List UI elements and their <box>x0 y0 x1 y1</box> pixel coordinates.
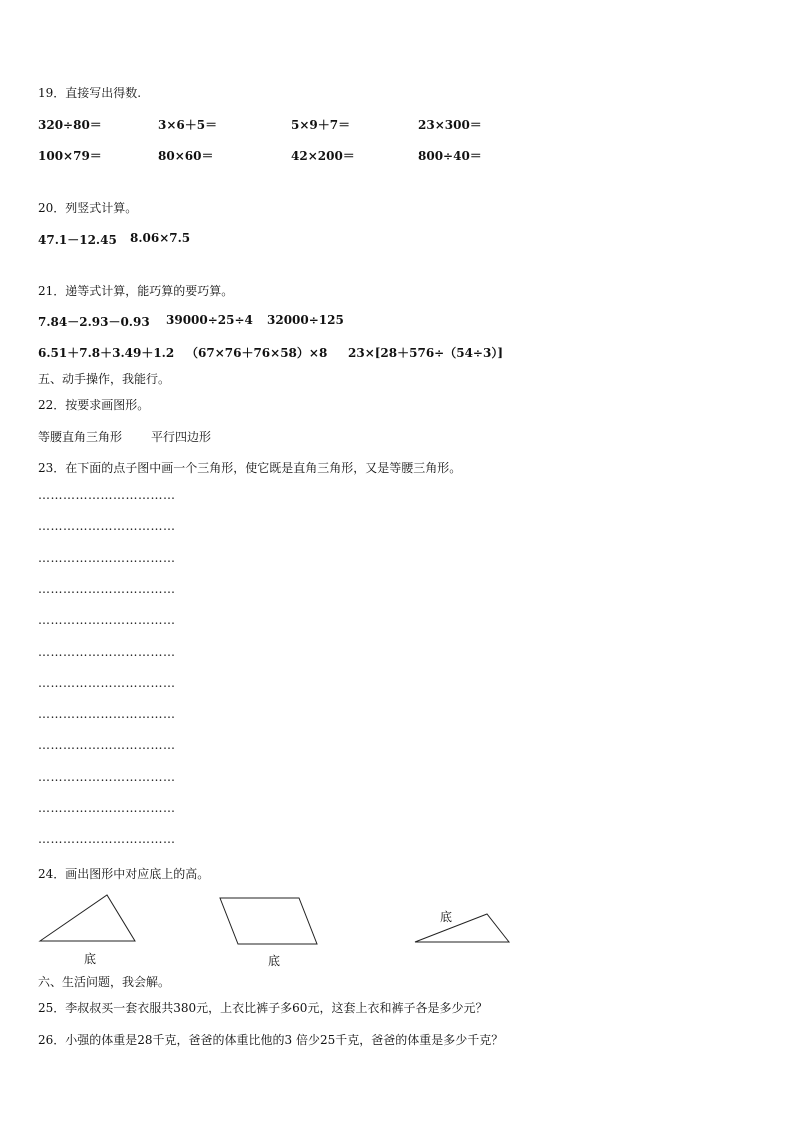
dot-row: …………………………… <box>38 488 176 502</box>
q20-expr: 47.1－12.45 <box>38 233 117 247</box>
q22-item: 等腰直角三角形 <box>38 430 123 444</box>
dot-row: …………………………… <box>38 519 176 534</box>
q21-title: 21．递等式计算，能巧算的要巧算。 <box>38 284 234 298</box>
triangle-figure-1[interactable] <box>40 895 135 941</box>
q19-expr: 23×300＝ <box>418 118 482 132</box>
q19-expr: 5×9＋7＝ <box>291 118 351 132</box>
dot-row: …………………………… <box>38 644 176 659</box>
dot-row: …………………………… <box>38 832 176 847</box>
q19-expr: 320÷80＝ <box>38 118 102 132</box>
q19-expr: 42×200＝ <box>291 149 355 163</box>
q23-title: 23．在下面的点子图中画一个三角形，使它既是直角三角形，又是等腰三角形。 <box>38 461 462 475</box>
dot-row: …………………………… <box>38 801 176 815</box>
q19-expr: 800÷40＝ <box>418 149 482 163</box>
q21-expr: 7.84－2.93－0.93 <box>38 315 150 329</box>
dot-row: …………………………… <box>38 769 176 784</box>
q24-title: 24．画出图形中对应底上的高。 <box>38 867 210 881</box>
q26-text: 26．小强的体重是28千克，爸爸的体重比他的3 倍少25千克，爸爸的体重是多少千克？ <box>38 1033 504 1047</box>
section-6-heading: 六、生活问题，我会解。 <box>38 975 171 989</box>
triangle-figure-2[interactable] <box>415 914 509 942</box>
base-label-triangle-2: 底 <box>440 910 453 924</box>
q19-expr: 100×79＝ <box>38 149 102 163</box>
section-5-heading: 五、动手操作，我能行。 <box>38 372 171 386</box>
base-label-triangle-1: 底 <box>84 952 97 966</box>
q20-title: 20．列竖式计算。 <box>38 201 138 215</box>
q21-expr: （67×76＋76×58）×8 <box>186 346 328 360</box>
dot-row: …………………………… <box>38 707 176 722</box>
q21-expr: 32000÷125 <box>267 313 344 327</box>
dot-row: …………………………… <box>38 738 176 753</box>
q22-item: 平行四边形 <box>151 430 212 444</box>
q21-expr: 6.51＋7.8＋3.49＋1.2 <box>38 346 175 360</box>
dot-row: …………………………… <box>38 613 176 628</box>
q25-text: 25．李叔叔买一套衣服共380元，上衣比裤子多60元，这套上衣和裤子各是多少元？ <box>38 1001 488 1015</box>
q21-expr: 23×[28＋576÷（54÷3）] <box>348 346 504 360</box>
q20-expr: 8.06×7.5 <box>130 231 191 245</box>
q19-expr: 3×6＋5＝ <box>158 118 218 132</box>
dot-row: …………………………… <box>38 550 176 565</box>
q19-expr: 80×60＝ <box>158 149 214 163</box>
q21-expr: 39000÷25÷4 <box>166 313 253 327</box>
parallelogram-figure[interactable] <box>220 898 317 944</box>
q22-title: 22．按要求画图形。 <box>38 398 150 412</box>
base-label-parallelogram: 底 <box>268 954 281 968</box>
dot-row: …………………………… <box>38 675 176 690</box>
dot-row: …………………………… <box>38 581 176 596</box>
q19-title: 19．直接写出得数. <box>38 86 142 100</box>
